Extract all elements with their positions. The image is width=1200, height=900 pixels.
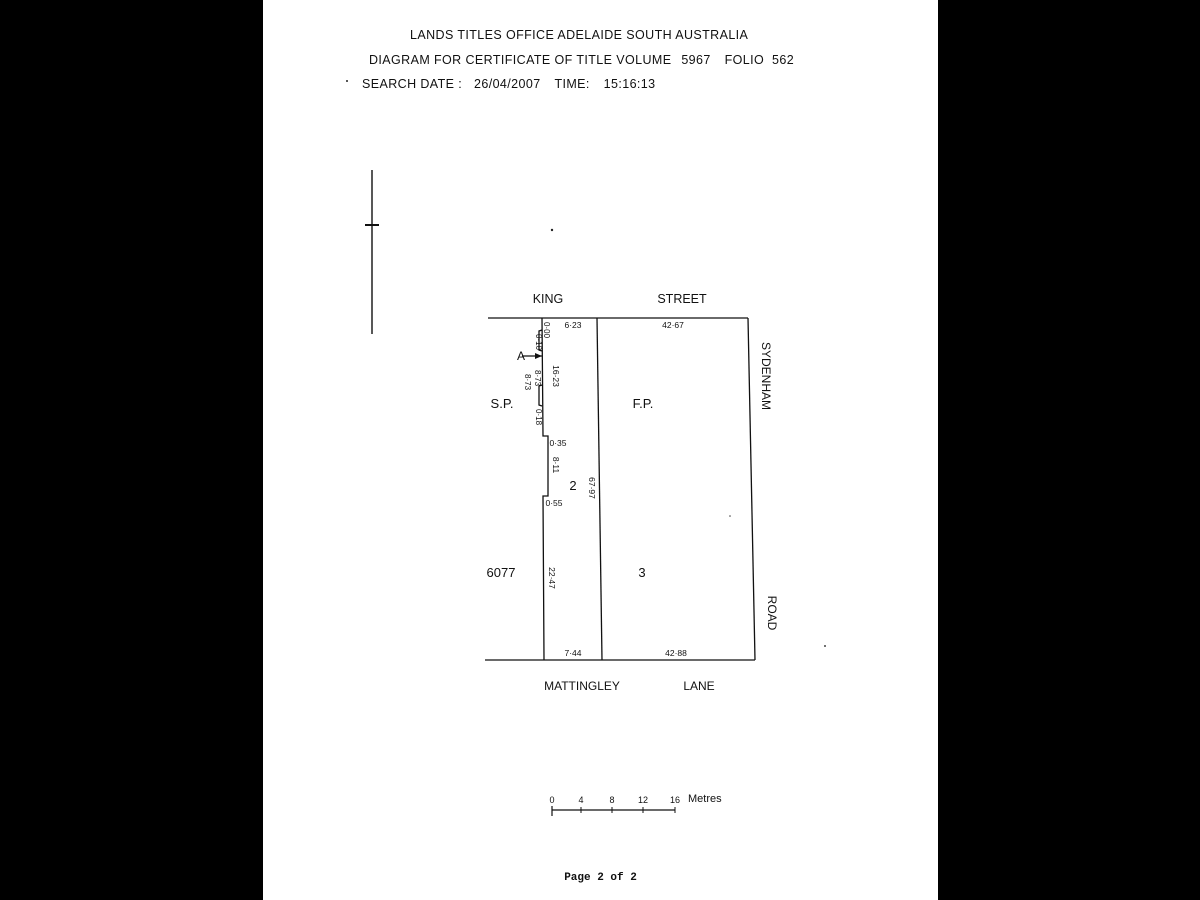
lot-2-label: 2 <box>569 478 577 493</box>
label-fp: F.P. <box>632 396 654 411</box>
north-arrow-icon <box>365 170 379 334</box>
dim-top-left: 6·23 <box>564 320 582 330</box>
street-mattingley: MATTINGLEY <box>544 679 620 693</box>
dim-0-35: 0·35 <box>549 438 567 448</box>
diagram-label: DIAGRAM FOR CERTIFICATE OF TITLE VOLUME <box>369 53 672 67</box>
title-document-page <box>263 0 938 900</box>
street-street: STREET <box>657 292 707 306</box>
scale-unit-label: Metres <box>688 793 722 805</box>
scale-bar <box>549 793 722 816</box>
dim-8-73-outer: 8·73 <box>523 373 532 391</box>
folio-label: FOLIO <box>724 53 765 67</box>
dim-bottom-right: 42·88 <box>665 648 687 658</box>
dim-22-47: 22·47 <box>547 567 557 589</box>
office-heading: LANDS TITLES OFFICE ADELAIDE SOUTH AUSTRALIA <box>410 28 749 42</box>
volume-number: 5967 <box>681 53 711 67</box>
lot-3-label: 3 <box>638 565 646 580</box>
scan-speck <box>729 515 731 517</box>
easement-notch <box>539 385 542 406</box>
scan-speck <box>551 229 553 231</box>
survey-plan-diagram <box>263 0 938 900</box>
time-label: TIME: <box>554 77 590 91</box>
dim-0-10: 0·10 <box>534 333 543 351</box>
scan-speck <box>824 645 826 647</box>
search-date-label: SEARCH DATE : <box>362 77 463 91</box>
street-sydenham: SYDENHAM <box>759 341 773 411</box>
street-king: KING <box>532 292 564 306</box>
page-number: Page 2 of 2 <box>564 872 637 884</box>
time-value: 15:16:13 <box>603 77 656 91</box>
dim-8-73-inner: 8·73 <box>533 369 542 387</box>
dim-bottom-left: 7·44 <box>564 648 582 658</box>
parcel-boundaries <box>485 318 755 660</box>
scan-speck <box>346 80 348 82</box>
dim-0-55: 0·55 <box>545 498 563 508</box>
dim-16-23: 16·23 <box>551 365 561 387</box>
scale-tick-0: 0 <box>549 795 555 805</box>
dim-top-right: 42·67 <box>662 320 684 330</box>
easement-label: A <box>516 349 526 363</box>
sydenham-road-frontage <box>748 318 755 660</box>
scale-tick-4: 4 <box>578 795 584 805</box>
search-date-value: 26/04/2007 <box>474 77 541 91</box>
scale-tick-12: 12 <box>637 795 649 805</box>
dim-0-00: 0·00 <box>542 321 551 339</box>
dim-0-18: 0·18 <box>534 408 543 426</box>
folio-number: 562 <box>772 53 795 67</box>
street-road: ROAD <box>765 595 779 631</box>
scale-tick-8: 8 <box>609 795 615 805</box>
label-sp: S.P. <box>490 396 514 411</box>
easement-arrow-icon <box>535 353 542 359</box>
street-lane: LANE <box>683 679 715 693</box>
dim-8-11: 8·11 <box>551 456 561 474</box>
scale-tick-16: 16 <box>669 795 681 805</box>
dim-67-97: 67·97 <box>587 477 597 499</box>
adjacent-parcel-label: 6077 <box>486 565 516 580</box>
